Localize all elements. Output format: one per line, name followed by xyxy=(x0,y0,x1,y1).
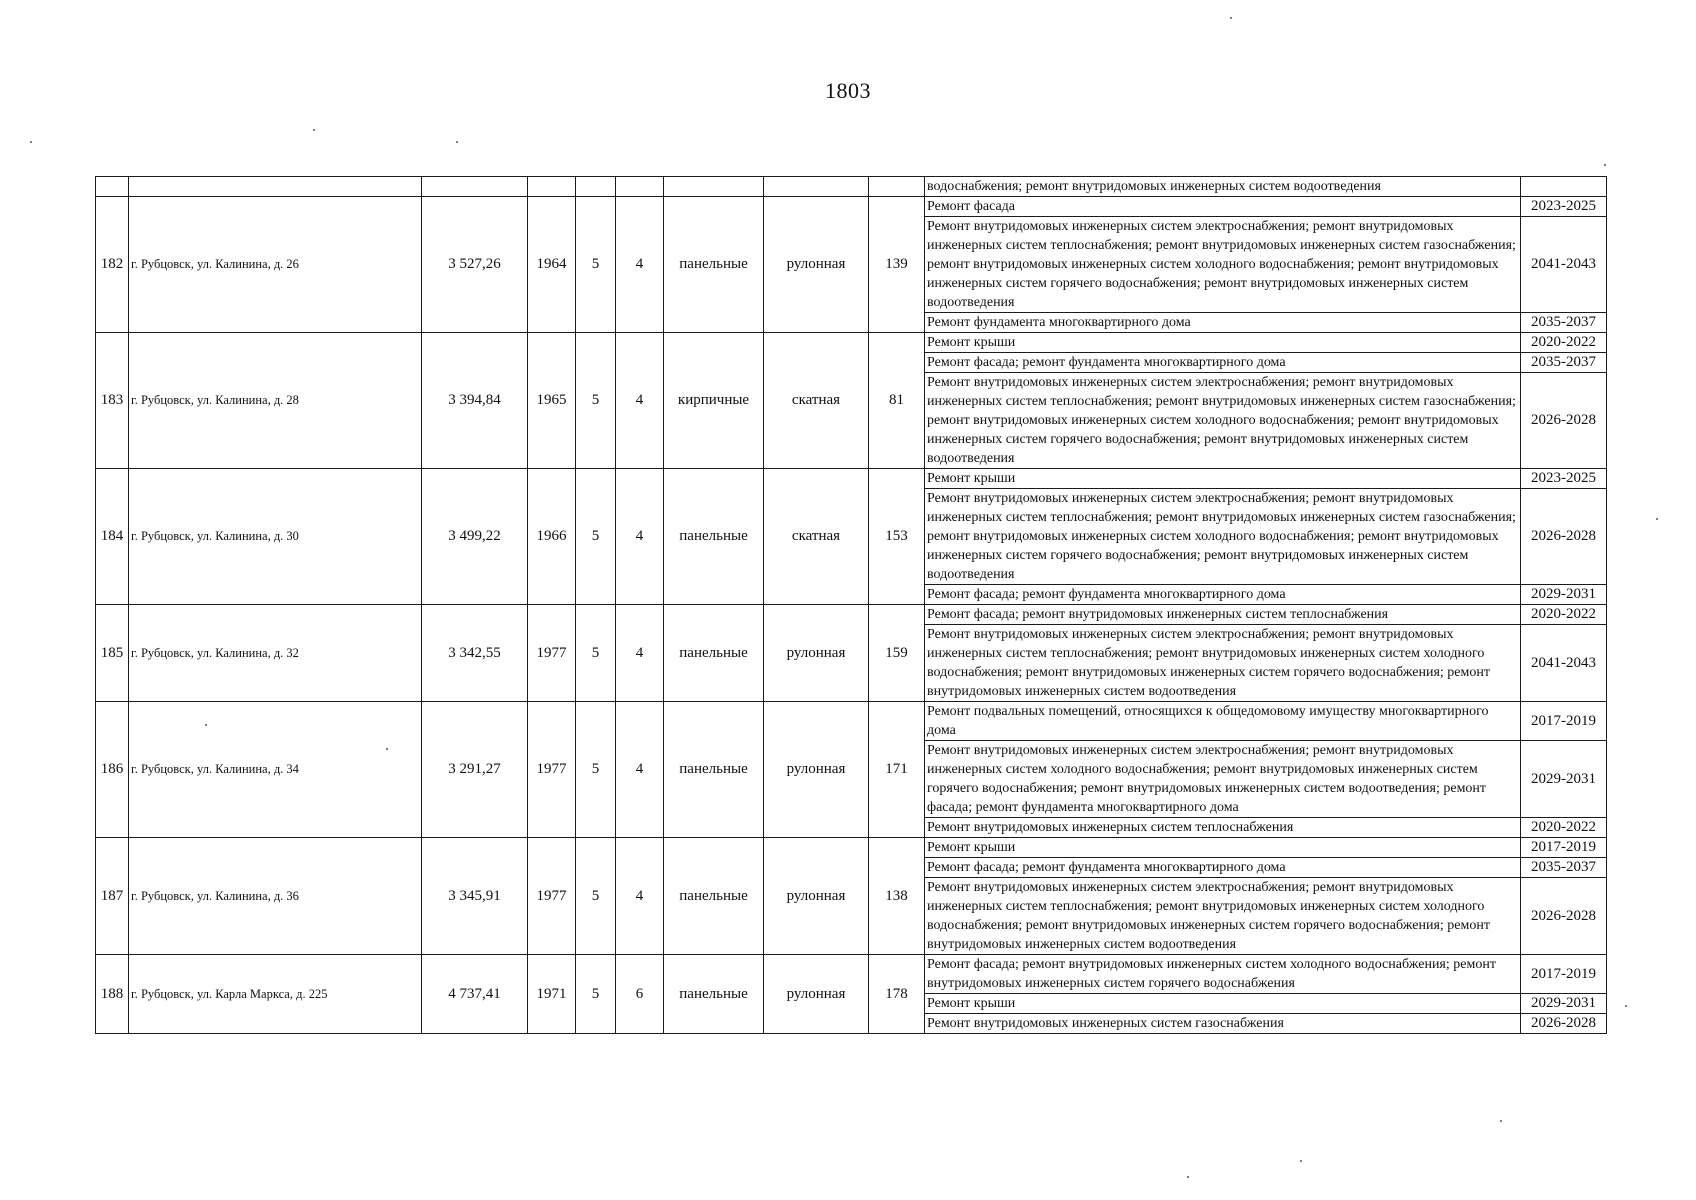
work-description: Ремонт внутридомовых инженерных систем электроснабжения; ремонт внутридомовых инженерных систем холодного водоснабжения; ремонт внутридомовых инженерных систем горячего водоснабжения; ремонт внутридомовых инженерных систем водоотведения; ремонт фасада; ремонт фундамента многоквартирного дома xyxy=(925,741,1521,818)
work-period: 2026-2028 xyxy=(1521,489,1607,585)
floor-count: 5 xyxy=(576,333,616,469)
table-row xyxy=(96,197,1607,217)
wall-material: панельные xyxy=(664,955,764,1034)
work-description: Ремонт внутридомовых инженерных систем электроснабжения; ремонт внутридомовых инженерных систем теплоснабжения; ремонт внутридомовых инженерных систем газоснабжения; ремонт внутридомовых инженерных систем холодного водоснабжения; ремонт внутридомовых инженерных систем горячего водоснабжения; ремонт внутридомовых инженерных систем водоотведения xyxy=(925,217,1521,313)
work-period xyxy=(1521,177,1607,197)
construction-year: 1977 xyxy=(528,702,576,838)
work-description: Ремонт фасада; ремонт внутридомовых инженерных систем холодного водоснабжения; ремонт внутридомовых инженерных систем горячего водоснабжения xyxy=(925,955,1521,994)
house-address: г. Рубцовск, ул. Калинина, д. 30 xyxy=(129,469,422,605)
house-number: 183 xyxy=(96,333,129,469)
house-number: 185 xyxy=(96,605,129,702)
work-period: 2017-2019 xyxy=(1521,955,1607,994)
work-period: 2023-2025 xyxy=(1521,197,1607,217)
empty-cell xyxy=(528,177,576,197)
scan-speck xyxy=(1187,1176,1189,1178)
wall-material: панельные xyxy=(664,605,764,702)
roof-type: рулонная xyxy=(764,702,869,838)
floor-count: 5 xyxy=(576,838,616,955)
work-description: Ремонт фасада; ремонт фундамента многоквартирного дома xyxy=(925,585,1521,605)
house-number: 182 xyxy=(96,197,129,333)
wall-material: панельные xyxy=(664,702,764,838)
work-description: Ремонт подвальных помещений, относящихся к общедомовому имуществу многоквартирного дома xyxy=(925,702,1521,741)
work-period: 2035-2037 xyxy=(1521,353,1607,373)
empty-cell xyxy=(576,177,616,197)
house-area: 3 394,84 xyxy=(422,333,528,469)
construction-year: 1966 xyxy=(528,469,576,605)
work-period: 2017-2019 xyxy=(1521,838,1607,858)
entrance-count: 4 xyxy=(616,605,664,702)
work-description: Ремонт фундамента многоквартирного дома xyxy=(925,313,1521,333)
roof-type: рулонная xyxy=(764,605,869,702)
work-description: Ремонт крыши xyxy=(925,838,1521,858)
wall-material: панельные xyxy=(664,197,764,333)
work-description: Ремонт внутридомовых инженерных систем электроснабжения; ремонт внутридомовых инженерных систем теплоснабжения; ремонт внутридомовых инженерных систем газоснабжения; ремонт внутридомовых инженерных систем холодного водоснабжения; ремонт внутридомовых инженерных систем горячего водоснабжения; ремонт внутридомовых инженерных систем водоотведения xyxy=(925,373,1521,469)
work-description: Ремонт внутридомовых инженерных систем теплоснабжения xyxy=(925,818,1521,838)
entrance-count: 4 xyxy=(616,197,664,333)
scan-speck xyxy=(1500,1120,1502,1122)
resident-count: 81 xyxy=(869,333,925,469)
entrance-count: 4 xyxy=(616,469,664,605)
housing-repair-table xyxy=(95,176,1607,1034)
scan-speck xyxy=(1625,1005,1627,1007)
work-period: 2020-2022 xyxy=(1521,333,1607,353)
house-area: 3 499,22 xyxy=(422,469,528,605)
scan-speck xyxy=(1300,1160,1302,1162)
scan-speck xyxy=(1604,164,1606,166)
house-number: 184 xyxy=(96,469,129,605)
work-description: Ремонт фасада; ремонт внутридомовых инженерных систем теплоснабжения xyxy=(925,605,1521,625)
work-description: Ремонт крыши xyxy=(925,994,1521,1014)
work-period: 2029-2031 xyxy=(1521,585,1607,605)
work-period: 2041-2043 xyxy=(1521,625,1607,702)
work-period: 2020-2022 xyxy=(1521,605,1607,625)
empty-cell xyxy=(96,177,129,197)
empty-cell xyxy=(616,177,664,197)
house-address: г. Рубцовск, ул. Калинина, д. 28 xyxy=(129,333,422,469)
continuation-row xyxy=(96,177,1607,197)
entrance-count: 4 xyxy=(616,333,664,469)
work-period: 2029-2031 xyxy=(1521,741,1607,818)
construction-year: 1977 xyxy=(528,838,576,955)
roof-type: рулонная xyxy=(764,197,869,333)
scan-speck xyxy=(456,141,458,143)
work-description: Ремонт внутридомовых инженерных систем газоснабжения xyxy=(925,1014,1521,1034)
house-address: г. Рубцовск, ул. Калинина, д. 36 xyxy=(129,838,422,955)
scan-speck xyxy=(1656,518,1658,520)
work-description: Ремонт внутридомовых инженерных систем электроснабжения; ремонт внутридомовых инженерных систем теплоснабжения; ремонт внутридомовых инженерных систем газоснабжения; ремонт внутридомовых инженерных систем холодного водоснабжения; ремонт внутридомовых инженерных систем горячего водоснабжения; ремонт внутридомовых инженерных систем водоотведения xyxy=(925,489,1521,585)
empty-cell xyxy=(869,177,925,197)
work-period: 2026-2028 xyxy=(1521,1014,1607,1034)
house-number: 188 xyxy=(96,955,129,1034)
work-period: 2035-2037 xyxy=(1521,313,1607,333)
work-description: Ремонт фасада xyxy=(925,197,1521,217)
house-area: 4 737,41 xyxy=(422,955,528,1034)
scan-speck xyxy=(1230,17,1232,19)
resident-count: 153 xyxy=(869,469,925,605)
house-address: г. Рубцовск, ул. Калинина, д. 34 xyxy=(129,702,422,838)
wall-material: панельные xyxy=(664,838,764,955)
floor-count: 5 xyxy=(576,469,616,605)
house-area: 3 291,27 xyxy=(422,702,528,838)
table-row xyxy=(96,469,1607,489)
house-number: 187 xyxy=(96,838,129,955)
floor-count: 5 xyxy=(576,605,616,702)
roof-type: рулонная xyxy=(764,955,869,1034)
construction-year: 1977 xyxy=(528,605,576,702)
empty-cell xyxy=(764,177,869,197)
construction-year: 1971 xyxy=(528,955,576,1034)
construction-year: 1964 xyxy=(528,197,576,333)
house-address: г. Рубцовск, ул. Калинина, д. 26 xyxy=(129,197,422,333)
resident-count: 138 xyxy=(869,838,925,955)
empty-cell xyxy=(129,177,422,197)
floor-count: 5 xyxy=(576,702,616,838)
work-period: 2020-2022 xyxy=(1521,818,1607,838)
work-period: 2041-2043 xyxy=(1521,217,1607,313)
table-row xyxy=(96,333,1607,353)
work-description: Ремонт внутридомовых инженерных систем электроснабжения; ремонт внутридомовых инженерных систем теплоснабжения; ремонт внутридомовых инженерных систем холодного водоснабжения; ремонт внутридомовых инженерных систем горячего водоснабжения; ремонт внутридомовых инженерных систем водоотведения xyxy=(925,878,1521,955)
construction-year: 1965 xyxy=(528,333,576,469)
roof-type: скатная xyxy=(764,333,869,469)
work-period: 2026-2028 xyxy=(1521,878,1607,955)
wall-material: панельные xyxy=(664,469,764,605)
work-description: Ремонт крыши xyxy=(925,333,1521,353)
empty-cell xyxy=(664,177,764,197)
house-address: г. Рубцовск, ул. Калинина, д. 32 xyxy=(129,605,422,702)
roof-type: скатная xyxy=(764,469,869,605)
table-row xyxy=(96,605,1607,625)
house-number: 186 xyxy=(96,702,129,838)
floor-count: 5 xyxy=(576,197,616,333)
table-row xyxy=(96,955,1607,994)
work-period: 2017-2019 xyxy=(1521,702,1607,741)
work-description: Ремонт фасада; ремонт фундамента многоквартирного дома xyxy=(925,858,1521,878)
resident-count: 159 xyxy=(869,605,925,702)
scan-speck xyxy=(30,141,32,143)
work-description: водоснабжения; ремонт внутридомовых инженерных систем водоотведения xyxy=(925,177,1521,197)
page-number: 1803 xyxy=(825,78,871,103)
work-description: Ремонт фасада; ремонт фундамента многоквартирного дома xyxy=(925,353,1521,373)
floor-count: 5 xyxy=(576,955,616,1034)
work-period: 2026-2028 xyxy=(1521,373,1607,469)
resident-count: 178 xyxy=(869,955,925,1034)
resident-count: 171 xyxy=(869,702,925,838)
empty-cell xyxy=(422,177,528,197)
scan-speck xyxy=(386,748,388,750)
table-row xyxy=(96,838,1607,858)
entrance-count: 4 xyxy=(616,838,664,955)
work-period: 2023-2025 xyxy=(1521,469,1607,489)
entrance-count: 4 xyxy=(616,702,664,838)
work-description: Ремонт крыши xyxy=(925,469,1521,489)
work-period: 2029-2031 xyxy=(1521,994,1607,1014)
house-area: 3 342,55 xyxy=(422,605,528,702)
work-description: Ремонт внутридомовых инженерных систем электроснабжения; ремонт внутридомовых инженерных систем теплоснабжения; ремонт внутридомовых инженерных систем холодного водоснабжения; ремонт внутридомовых инженерных систем горячего водоснабжения; ремонт внутридомовых инженерных систем водоотведения xyxy=(925,625,1521,702)
house-area: 3 527,26 xyxy=(422,197,528,333)
wall-material: кирпичные xyxy=(664,333,764,469)
work-period: 2035-2037 xyxy=(1521,858,1607,878)
table-row xyxy=(96,702,1607,741)
entrance-count: 6 xyxy=(616,955,664,1034)
scan-speck xyxy=(205,724,207,726)
resident-count: 139 xyxy=(869,197,925,333)
roof-type: рулонная xyxy=(764,838,869,955)
house-address: г. Рубцовск, ул. Карла Маркса, д. 225 xyxy=(129,955,422,1034)
house-area: 3 345,91 xyxy=(422,838,528,955)
scan-speck xyxy=(313,129,315,131)
